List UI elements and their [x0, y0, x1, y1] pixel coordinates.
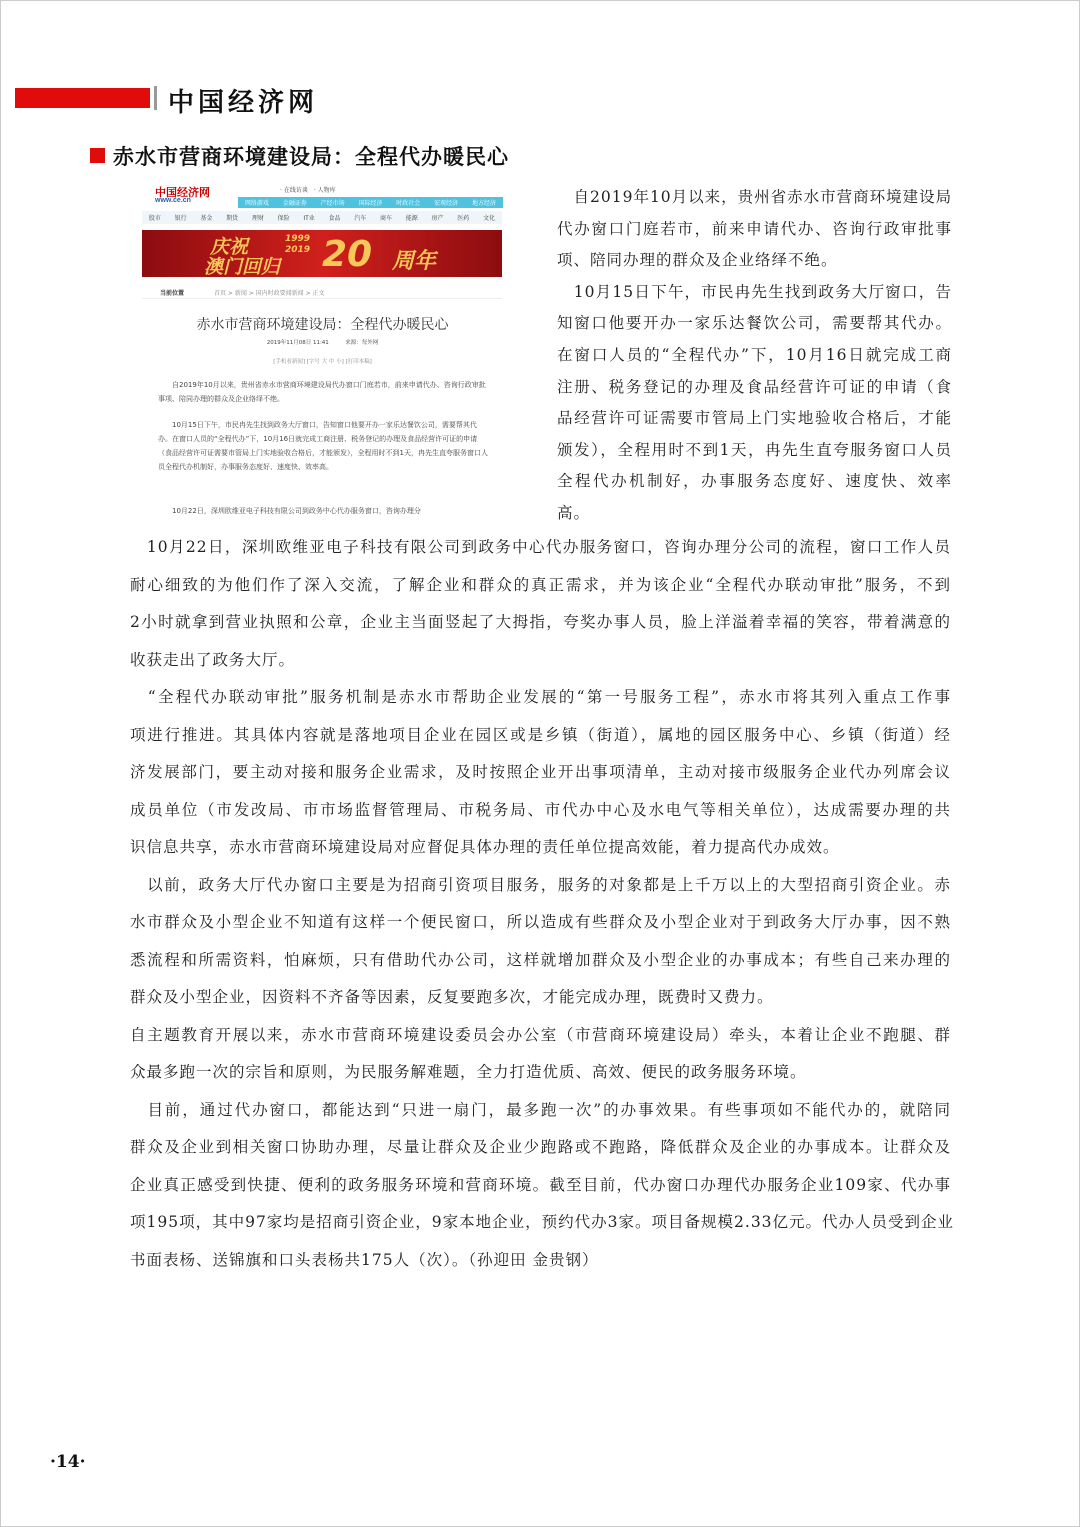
nav-item: 银行	[174, 215, 187, 222]
nav-item: 期货	[226, 215, 239, 222]
text-line: 收获走出了政务大厅。	[130, 650, 296, 669]
site-logo: 中国经济网	[155, 187, 210, 199]
embedded-webpage-screenshot	[140, 180, 505, 520]
text-line: 项、陪同办理的群众及企业络绎不绝。	[557, 251, 838, 270]
text-line: 高。	[557, 503, 591, 522]
nav-item: 汽车	[354, 215, 367, 222]
nav-item: 食品	[328, 215, 341, 222]
breadcrumb-label: 当前位置	[160, 290, 185, 297]
nav-item: 时政社会	[396, 200, 421, 207]
nav-item: 能源	[405, 215, 418, 222]
nav-item: 基金	[200, 215, 213, 222]
text-line: 2小时就拿到营业执照和公章，企业主当面竖起了大拇指，夸奖办事人员，脸上洋溢着幸福的笑容，带着满意的	[130, 613, 951, 631]
text-line: 代办窗口门庭若市，前来申请代办、咨询行政审批事	[557, 219, 952, 238]
text-line: 10月22日，深圳欧维亚电子科技有限公司到政务中心代办服务窗口，咨询办理分公司的流程，窗口工作人员	[130, 538, 951, 556]
text-line: 颁发），全程用时不到1天，冉先生直夸服务窗口人员	[557, 440, 952, 459]
text-line: 自主题教育开展以来，赤水市营商环境建设委员会办公室（市营商环境建设局）牵头，本着让企业不跑腿、群	[130, 1025, 951, 1044]
text-line: 品经营许可证需要市管局上门实地验收合格后，才能	[557, 409, 952, 428]
nav-item: 国际经济	[358, 200, 383, 207]
brand-title: 中国经济网	[168, 88, 319, 118]
text-line: 济发展部门，要主动对接和服务企业需求，及时按照企业开出事项清单，主动对接市级服务企业代办列席会议	[130, 763, 951, 781]
article-body	[130, 529, 955, 1279]
text-line: 以前，政务大厅代办窗口主要是为招商引资项目服务，服务的对象都是上千万以上的大型招商引资企业。赤	[130, 875, 951, 894]
banner-line2: 澳门回归	[204, 256, 281, 278]
text-line: 耐心细致的为他们作了深入交流，了解企业和群众的真正需求，并为该企业“全程代办联动审批”服务，不到	[130, 575, 951, 594]
nav-item: 金融证券	[282, 200, 307, 207]
breadcrumb	[142, 284, 502, 299]
text-line: 群众及企业到相关窗口协助办理，尽量让群众及企业少跑路或不跑路，降低群众及企业的办事成本。让群众及	[130, 1138, 951, 1156]
nav-item: 理财	[251, 215, 264, 222]
text-line: 10月15日下午，市民冉先生找到政务大厅窗口，告	[557, 282, 952, 301]
nav-item: 医药	[457, 215, 470, 222]
page-number: ·14·	[50, 1452, 86, 1472]
nav-item: 网络游戏	[244, 200, 269, 207]
text-line: 在窗口人员的“全程代办”下，10月16日就完成工商	[557, 345, 952, 364]
text-line: 自2019年10月以来，贵州省赤水市营商环境建设局	[557, 188, 953, 206]
breadcrumb-path: 首页 > 新闻 > 国内时政要闻新闻 > 正文	[214, 290, 325, 297]
text-line: 项195项，其中97家均是招商引资企业，9家本地企业，预约代办3家。项目备规模2.33亿元。代办人员受到企业	[130, 1213, 955, 1231]
text-line: 悉流程和所需资料，怕麻烦，只有借助代办公司，这样就增加群众及小型企业的办事成本；有些自己来办理的	[130, 950, 951, 969]
nav-item: 商车	[380, 215, 393, 222]
article-headline: 赤水市营商环境建设局：全程代办暖民心	[113, 144, 509, 169]
nav-item: 地方经济	[471, 200, 496, 207]
text-line: 企业真正感受到快捷、便利的政务服务环境和营商环境。截至目前，代办窗口办理代办服务企业109家、代办事	[130, 1175, 951, 1194]
banner-line1: 庆祝	[210, 236, 249, 258]
text-line: 众最多跑一次的宗旨和原则，为民服务解难题，全力打造优质、高效、便民的政务服务环境。	[130, 1063, 807, 1081]
headline-bullet-icon	[90, 148, 105, 163]
banner-suffix: 周年	[392, 249, 437, 274]
nav-item: 产经市场	[320, 200, 345, 207]
web-article-tools: [手机看新闻] [字号 大 中 小] [打印本稿]	[273, 359, 372, 365]
text-line: 成员单位（市发改局、市市场监督管理局、市税务局、市代办中心及水电气等相关单位），达成需要办理的共	[130, 800, 951, 819]
nav-item: 保险	[277, 215, 290, 222]
nav-item: IT业	[303, 215, 315, 222]
secondary-nav	[142, 211, 502, 224]
banner-number: 20	[322, 234, 373, 275]
nav-item: 宏观经济	[434, 200, 459, 207]
web-paragraph: 10月22日，深圳欧维亚电子科技有限公司到政务中心代办服务窗口，咨询办理分	[172, 507, 421, 515]
text-line: 目前，通过代办窗口，都能达到“只进一扇门，最多跑一次”的办事效果。有些事项如不能代办的，就陪同	[130, 1100, 951, 1119]
text-line: 知窗口他要开办一家乐达餐饮公司，需要帮其代办。	[557, 314, 952, 333]
site-url: www.ce.cn	[155, 197, 191, 204]
right-column-text	[557, 182, 952, 530]
web-paragraph: 10月15日下午，市民冉先生找到政务大厅窗口，告知窗口他要开办一家乐达餐饮公司，需要帮其代办。在窗口人员的“全程代办”下，10月16日就完成工商注册、税务登记的办理及食品经营许可证的申请（食品经营许可证需要市管局上门实地验收合格后，才能颁发），全程用时不到1天，冉先生直夸服务窗口人员全程代办机制好，办事服务态度好、速度快、效率高。	[158, 421, 488, 471]
nav-item: 文化	[483, 215, 496, 222]
primary-nav	[238, 197, 503, 208]
text-line: 水市群众及小型企业不知道有这样一个便民窗口，所以造成有些群众及小型企业对于到政务大厅办事，因不熟	[130, 913, 951, 931]
banner-years: 1999 2019	[285, 234, 311, 255]
text-line: “全程代办联动审批”服务机制是赤水市帮助企业发展的“第一号服务工程”，赤水市将其列入重点工作事	[130, 688, 951, 706]
web-paragraph: 自2019年10月以来，贵州省赤水市营商环境建设局代办窗口门庭若市，前来申请代办、咨询行政审批事项、陪同办理的群众及企业络绎不绝。	[158, 381, 486, 403]
text-line: 识信息共享，赤水市营商环境建设局对应督促具体办理的责任单位提高效能，着力提高代办成效。	[130, 838, 840, 856]
nav-item: 股市	[148, 215, 161, 222]
text-line: 项进行推进。其具体内容就是落地项目企业在园区或是乡镇（街道），属地的园区服务中心、乡镇（街道）经	[130, 725, 951, 744]
header-divider	[154, 86, 157, 110]
text-line: 群众及小型企业，因资料不齐备等因素，反复要跑多次，才能完成办理，既费时又费力。	[130, 988, 774, 1006]
anniversary-banner	[142, 230, 502, 277]
text-line: 全程代办机制好，办事服务态度好、速度快、效率	[557, 472, 952, 491]
web-article-meta: 2019年11月08日 11:41 来源：每外网	[266, 340, 379, 346]
nav-item: 房产	[431, 215, 444, 222]
text-line: 书面表杨、送锦旗和口头表杨共175人（次）。（孙迎田 金贵钢）	[130, 1250, 599, 1269]
text-line: 注册、税务登记的办理及食品经营许可证的申请（食	[557, 377, 952, 396]
web-article-title: 赤水市营商环境建设局：全程代办暖民心	[196, 317, 449, 333]
top-links: · 在线访谈 · 人物库	[280, 187, 336, 194]
header-red-bar	[15, 88, 150, 108]
